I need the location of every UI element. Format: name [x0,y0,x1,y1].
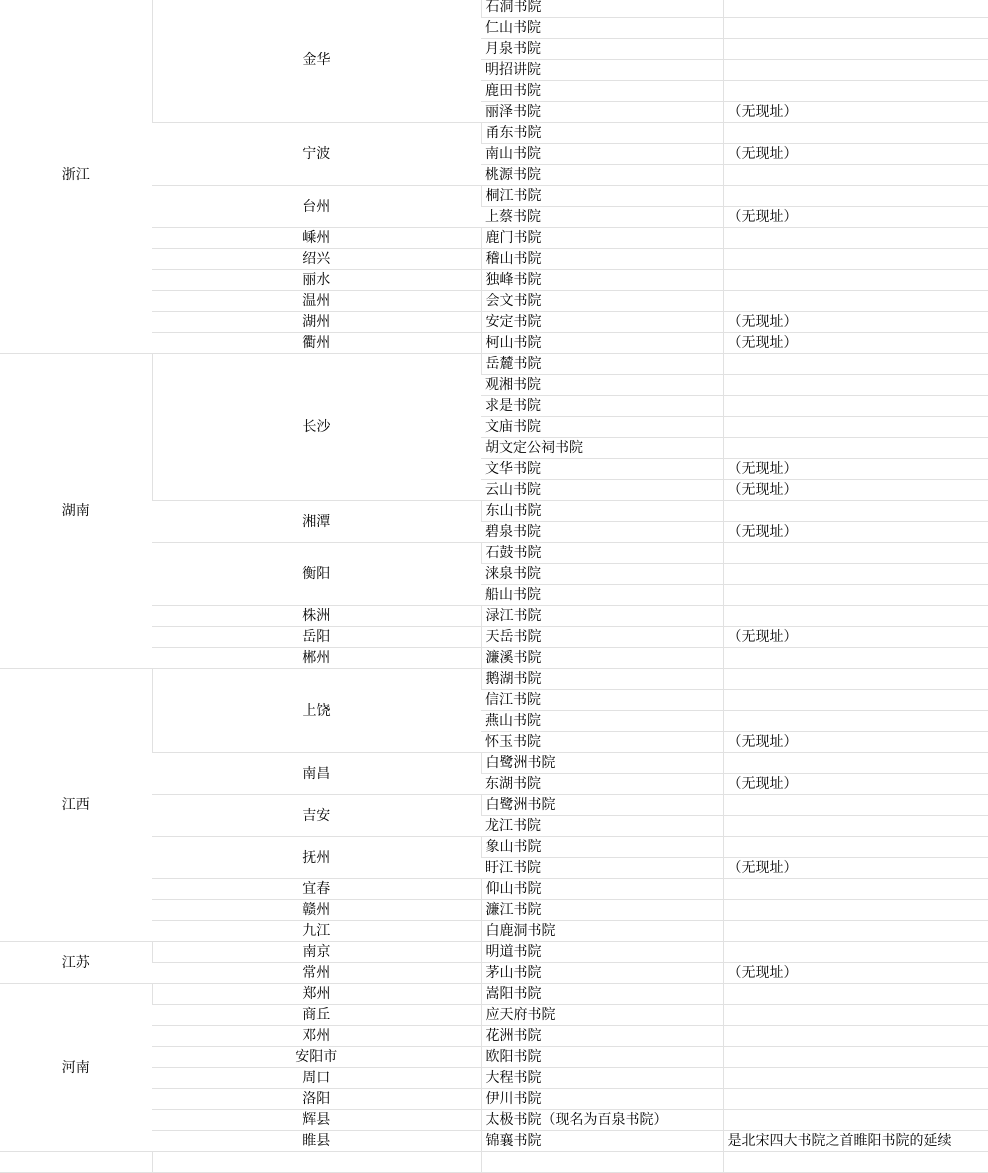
note-cell[interactable]: （无现址） [723,207,988,228]
note-cell[interactable] [723,291,988,312]
academy-name-cell[interactable]: 白鹭洲书院 [481,753,723,774]
table-row [0,942,988,963]
academy-name-cell[interactable]: 东湖书院 [481,774,723,795]
note-cell[interactable] [723,1089,988,1110]
province-cell[interactable]: 湖南 [0,354,152,669]
academy-name-cell[interactable]: 仁山书院 [481,18,723,39]
table-row [0,984,988,1005]
academy-name-cell[interactable]: 鹅湖书院 [481,669,723,690]
note-cell[interactable] [723,900,988,921]
note-cell[interactable] [723,921,988,942]
note-cell[interactable] [723,984,988,1005]
note-cell[interactable] [723,18,988,39]
note-cell[interactable] [723,753,988,774]
academy-name-cell[interactable]: 天岳书院 [481,627,723,648]
note-cell[interactable] [723,354,988,375]
academy-name-cell[interactable]: 石鼓书院 [481,543,723,564]
note-cell[interactable] [723,879,988,900]
academy-name-cell[interactable]: 上蔡书院 [481,207,723,228]
city-cell[interactable]: 辉县 [152,1110,481,1131]
academy-name-cell[interactable]: 稽山书院 [481,249,723,270]
note-cell[interactable] [723,1068,988,1089]
academy-name-cell[interactable]: 文华书院 [481,459,723,480]
table-row [0,669,988,690]
empty-cell[interactable] [0,1152,152,1173]
academy-name-cell[interactable]: 月泉书院 [481,39,723,60]
note-cell[interactable] [723,690,988,711]
academy-name-cell[interactable]: 应天府书院 [481,1005,723,1026]
academy-name-cell[interactable]: 欧阳书院 [481,1047,723,1068]
note-cell[interactable] [723,837,988,858]
note-cell[interactable] [723,81,988,102]
city-cell[interactable]: 嵊州 [152,228,481,249]
academy-name-cell[interactable]: 东山书院 [481,501,723,522]
province-cell[interactable]: 江苏 [0,942,152,984]
academy-name-cell[interactable]: 盱江书院 [481,858,723,879]
note-cell[interactable] [723,648,988,669]
academy-name-cell[interactable]: 石洞书院 [481,0,723,18]
note-cell[interactable]: （无现址） [723,312,988,333]
city-cell[interactable]: 周口 [152,1068,481,1089]
note-cell[interactable] [723,711,988,732]
empty-cell[interactable] [481,1152,723,1173]
academy-name-cell[interactable]: 桐江书院 [481,186,723,207]
note-cell[interactable] [723,228,988,249]
note-cell[interactable] [723,39,988,60]
academy-name-cell[interactable]: 白鹿洞书院 [481,921,723,942]
academy-name-cell[interactable]: 锦襄书院 [481,1131,723,1152]
academy-name-cell[interactable]: 鹿门书院 [481,228,723,249]
city-cell[interactable]: 绍兴 [152,249,481,270]
academy-name-cell[interactable]: 明道书院 [481,942,723,963]
city-cell[interactable]: 湘潭 [152,501,481,543]
city-cell[interactable]: 睢县 [152,1131,481,1152]
note-cell[interactable] [723,1047,988,1068]
academy-name-cell[interactable]: 象山书院 [481,837,723,858]
city-cell[interactable]: 吉安 [152,795,481,837]
city-cell[interactable]: 台州 [152,186,481,228]
city-cell[interactable]: 衢州 [152,333,481,354]
city-cell[interactable]: 常州 [152,963,481,984]
city-cell[interactable]: 丽水 [152,270,481,291]
academy-name-cell[interactable]: 大程书院 [481,1068,723,1089]
academy-name-cell[interactable]: 龙江书院 [481,816,723,837]
city-cell[interactable]: 宜春 [152,879,481,900]
academy-name-cell[interactable]: 碧泉书院 [481,522,723,543]
note-cell[interactable] [723,564,988,585]
note-cell[interactable] [723,60,988,81]
note-cell[interactable]: 是北宋四大书院之首睢阳书院的延续 [723,1131,988,1152]
city-cell[interactable]: 金华 [152,0,481,123]
note-cell[interactable] [723,669,988,690]
academy-name-cell[interactable]: 怀玉书院 [481,732,723,753]
note-cell[interactable] [723,1026,988,1047]
city-cell[interactable]: 洛阳 [152,1089,481,1110]
city-cell[interactable]: 株洲 [152,606,481,627]
note-cell[interactable]: （无现址） [723,627,988,648]
academy-name-cell[interactable]: 伊川书院 [481,1089,723,1110]
city-cell[interactable]: 湖州 [152,312,481,333]
academy-name-cell[interactable]: 信江书院 [481,690,723,711]
city-cell[interactable]: 长沙 [152,354,481,501]
note-cell[interactable]: （无现址） [723,963,988,984]
city-cell[interactable]: 郑州 [152,984,481,1005]
city-cell[interactable]: 宁波 [152,123,481,186]
academy-name-cell[interactable]: 安定书院 [481,312,723,333]
academy-name-cell[interactable]: 燕山书院 [481,711,723,732]
city-cell[interactable]: 衡阳 [152,543,481,606]
province-cell[interactable]: 河南 [0,984,152,1152]
note-cell[interactable]: （无现址） [723,774,988,795]
note-cell[interactable]: （无现址） [723,333,988,354]
note-cell[interactable] [723,123,988,144]
academy-name-cell[interactable]: 明招讲院 [481,60,723,81]
note-cell[interactable] [723,1005,988,1026]
empty-row [0,1152,988,1173]
academy-name-cell[interactable]: 胡文定公祠书院 [481,438,723,459]
note-cell[interactable] [723,1110,988,1131]
note-cell[interactable] [723,0,988,18]
note-cell[interactable] [723,795,988,816]
city-cell[interactable]: 岳阳 [152,627,481,648]
academy-name-cell[interactable]: 会文书院 [481,291,723,312]
academy-name-cell[interactable]: 船山书院 [481,585,723,606]
academy-name-cell[interactable]: 太极书院（现名为百泉书院） [481,1110,723,1131]
city-cell[interactable]: 南京 [152,942,481,963]
note-cell[interactable] [723,585,988,606]
academy-name-cell[interactable]: 观湘书院 [481,375,723,396]
city-cell[interactable]: 邓州 [152,1026,481,1047]
note-cell[interactable]: （无现址） [723,102,988,123]
note-cell[interactable] [723,249,988,270]
city-cell[interactable]: 温州 [152,291,481,312]
table-row [0,0,988,18]
city-cell[interactable]: 郴州 [152,648,481,669]
note-cell[interactable]: （无现址） [723,480,988,501]
note-cell[interactable] [723,606,988,627]
city-cell[interactable]: 赣州 [152,900,481,921]
city-cell[interactable]: 安阳市 [152,1047,481,1068]
note-cell[interactable]: （无现址） [723,522,988,543]
academy-name-cell[interactable]: 云山书院 [481,480,723,501]
academy-name-cell[interactable]: 涞泉书院 [481,564,723,585]
academy-name-cell[interactable]: 茅山书院 [481,963,723,984]
note-cell[interactable] [723,816,988,837]
note-cell[interactable] [723,438,988,459]
empty-cell[interactable] [723,1152,988,1173]
academy-name-cell[interactable]: 濂溪书院 [481,648,723,669]
academy-name-cell[interactable]: 白鹭洲书院 [481,795,723,816]
note-cell[interactable] [723,417,988,438]
academy-name-cell[interactable]: 鹿田书院 [481,81,723,102]
city-cell[interactable]: 上饶 [152,669,481,753]
note-cell[interactable] [723,396,988,417]
note-cell[interactable] [723,186,988,207]
academy-name-cell[interactable]: 文庙书院 [481,417,723,438]
academy-name-cell[interactable]: 求是书院 [481,396,723,417]
academy-name-cell[interactable]: 甬东书院 [481,123,723,144]
empty-cell[interactable] [152,1152,481,1173]
note-cell[interactable]: （无现址） [723,459,988,480]
academy-name-cell[interactable]: 花洲书院 [481,1026,723,1047]
academy-name-cell[interactable]: 丽泽书院 [481,102,723,123]
note-cell[interactable] [723,942,988,963]
academy-name-cell[interactable]: 仰山书院 [481,879,723,900]
academy-name-cell[interactable]: 岳麓书院 [481,354,723,375]
table-row [0,354,988,375]
city-cell[interactable]: 商丘 [152,1005,481,1026]
note-cell[interactable] [723,543,988,564]
academy-name-cell[interactable]: 南山书院 [481,144,723,165]
note-cell[interactable] [723,375,988,396]
city-cell[interactable]: 九江 [152,921,481,942]
academy-name-cell[interactable]: 柯山书院 [481,333,723,354]
note-cell[interactable] [723,270,988,291]
note-cell[interactable] [723,165,988,186]
city-cell[interactable]: 南昌 [152,753,481,795]
city-cell[interactable]: 抚州 [152,837,481,879]
note-cell[interactable]: （无现址） [723,144,988,165]
academy-name-cell[interactable]: 渌江书院 [481,606,723,627]
academy-name-cell[interactable]: 桃源书院 [481,165,723,186]
note-cell[interactable] [723,501,988,522]
academy-name-cell[interactable]: 濂江书院 [481,900,723,921]
academy-name-cell[interactable]: 独峰书院 [481,270,723,291]
academy-name-cell[interactable]: 嵩阳书院 [481,984,723,1005]
note-cell[interactable]: （无现址） [723,732,988,753]
note-cell[interactable]: （无现址） [723,858,988,879]
province-cell[interactable]: 江西 [0,669,152,942]
province-cell[interactable]: 浙江 [0,0,152,354]
